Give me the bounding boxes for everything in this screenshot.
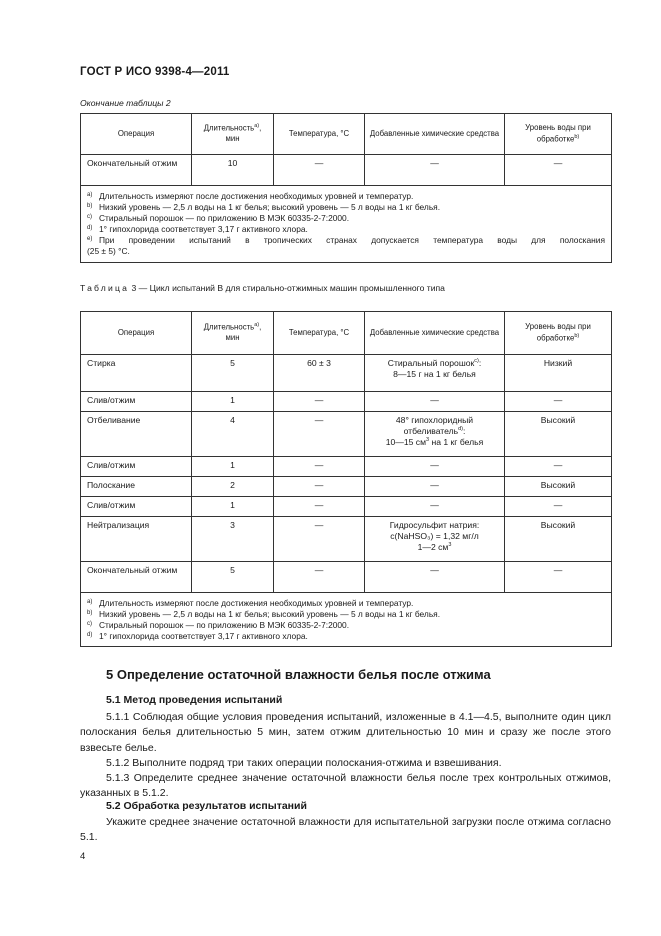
cell-operation: Окончательный отжим [81,155,192,186]
footnote: a) Длительность измеряют после достижения необходимых уровней и температур. [87,191,414,201]
col-header-chemicals: Добавленные химические средства [365,114,505,155]
footnote: b) Низкий уровень — 2,5 л воды на 1 кг белья; высокий уровень — 5 л воды на 1 кг белья. [87,609,441,620]
cell-duration: 10 [192,155,274,186]
table-notes-row [81,593,612,647]
col-header-water-level: Уровень воды при обработке$^{b)}$ [505,312,612,355]
cell-chemicals: Гидросульфит натрия: c(NaHSO₃) = 1,32 мг/л 1—2 $см^3$ [365,517,505,562]
table-row [81,562,612,593]
cell-water-level: — [505,457,612,477]
col-header-temperature: Температура, °С [274,114,365,155]
table-3 [80,311,612,647]
paragraph-5-2: Укажите среднее значение остаточной влажности для испытательной загрузки после отжима согласно 5.1. [80,816,611,844]
cell-duration: 5 [192,562,274,593]
table-row [81,477,612,497]
cell-duration: 2 [192,477,274,497]
cell-water-level: — [505,392,612,412]
cell-operation: Слив/отжим [81,392,192,412]
paragraph-5-1-3: 5.1.3 Определите среднее значение остаточной влажности белья после трех контрольных отжимов, указанных в 5.1.2. [80,772,611,800]
page-number: 4 [80,851,86,862]
cell-temperature: — [274,412,365,457]
footnote: c) Стиральный порошок — по приложению В МЭК 60335-2-7:2000. [87,620,350,631]
cell-water-level: — [505,562,612,593]
table-notes [81,593,612,647]
table-row [81,497,612,517]
paragraph-5-1-1: 5.1.1 Соблюдая общие условия проведения испытаний, изложенные в 4.1—4.5, выполните один цикл полоскания белья длительностью 5 мин, затем отжим длительностью 10 мин и сразу же после этого взвесьте белье. [80,711,611,754]
footnote-continuation: (25 ± 5) °С. [87,246,130,257]
cell-temperature: 60 ± 3 [274,355,365,392]
table-row [81,517,612,562]
cell-chemicals: — [365,497,505,517]
cell-temperature: — [274,517,365,562]
col-header-water-level: Уровень воды при обработке$^{b)}$ [505,114,612,155]
footnote: d) 1° гипохлорида соответствует 3,17 г активного хлора. [87,631,308,642]
cell-temperature: — [274,562,365,593]
cell-chemicals: Стиральный порошок$^{c)}$: 8—15 г на 1 кг белья [365,355,505,392]
cell-temperature: — [274,155,365,186]
document-header: ГОСТ Р ИСО 9398-4—2011 [80,66,230,78]
col-header-duration: Длительность$^{a)}$, мин [192,114,274,155]
table2-caption: Окончание таблицы 2 [80,98,171,108]
section-5-title: 5 Определение остаточной влажности белья после отжима [106,667,491,682]
col-header-operation: Операция [81,114,192,155]
table-2 [80,113,612,263]
paragraph-5-1-2: 5.1.2 Выполните подряд три таких операции полоскания-отжима и взвешивания. [106,757,502,769]
footnote: e) При проведении испытаний в тропических странах допускается температура воды для полоскания [87,235,605,246]
cell-chemicals: — [365,392,505,412]
cell-chemicals: — [365,155,505,186]
cell-duration: 5 [192,355,274,392]
table-notes-row [81,186,612,263]
cell-water-level: Высокий [505,517,612,562]
cell-operation: Окончательный отжим [81,562,192,593]
cell-duration: 1 [192,392,274,412]
footnote: a) Длительность измеряют после достижения необходимых уровней и температур. [87,598,414,608]
footnote: c) Стиральный порошок — по приложению В МЭК 60335-2-7:2000. [87,213,350,224]
cell-temperature: — [274,457,365,477]
cell-chemicals: — [365,457,505,477]
cell-chemicals: — [365,477,505,497]
col-header-operation: Операция [81,312,192,355]
table-row [81,155,612,186]
cell-duration: 3 [192,517,274,562]
cell-temperature: — [274,477,365,497]
cell-temperature: — [274,497,365,517]
cell-duration: 1 [192,497,274,517]
cell-water-level: — [505,155,612,186]
cell-duration: 1 [192,457,274,477]
cell-operation: Отбеливание [81,412,192,457]
table-row [81,412,612,457]
table-row [81,392,612,412]
footnote: d) 1° гипохлорида соответствует 3,17 г активного хлора. [87,224,308,235]
table-row [81,457,612,477]
cell-operation: Слив/отжим [81,497,192,517]
table-header-row [81,114,612,155]
table3-caption: Таблица 3 — Цикл испытаний В для стирально-отжимных машин промышленного типа [80,283,445,293]
table-row [81,355,612,392]
col-header-temperature: Температура, °С [274,312,365,355]
col-header-duration: Длительность$^{a)}$, мин [192,312,274,355]
subsection-5-1-title: 5.1 Метод проведения испытаний [106,694,283,706]
table-notes [81,186,612,263]
cell-operation: Нейтрализация [81,517,192,562]
cell-duration: 4 [192,412,274,457]
cell-water-level: Высокий [505,477,612,497]
footnote: b) Низкий уровень — 2,5 л воды на 1 кг белья; высокий уровень — 5 л воды на 1 кг белья. [87,202,441,213]
cell-water-level: — [505,497,612,517]
cell-operation: Слив/отжим [81,457,192,477]
cell-operation: Стирка [81,355,192,392]
table-header-row [81,312,612,355]
cell-temperature: — [274,392,365,412]
cell-water-level: Высокий [505,412,612,457]
subsection-5-2-title: 5.2 Обработка результатов испытаний [106,800,307,812]
col-header-chemicals: Добавленные химические средства [365,312,505,355]
cell-operation: Полоскание [81,477,192,497]
cell-chemicals: 48° гипохлоридный отбеливатель$^{d)}$: 10—15 $см^3$ на 1 кг белья [365,412,505,457]
cell-water-level: Низкий [505,355,612,392]
cell-chemicals: — [365,562,505,593]
